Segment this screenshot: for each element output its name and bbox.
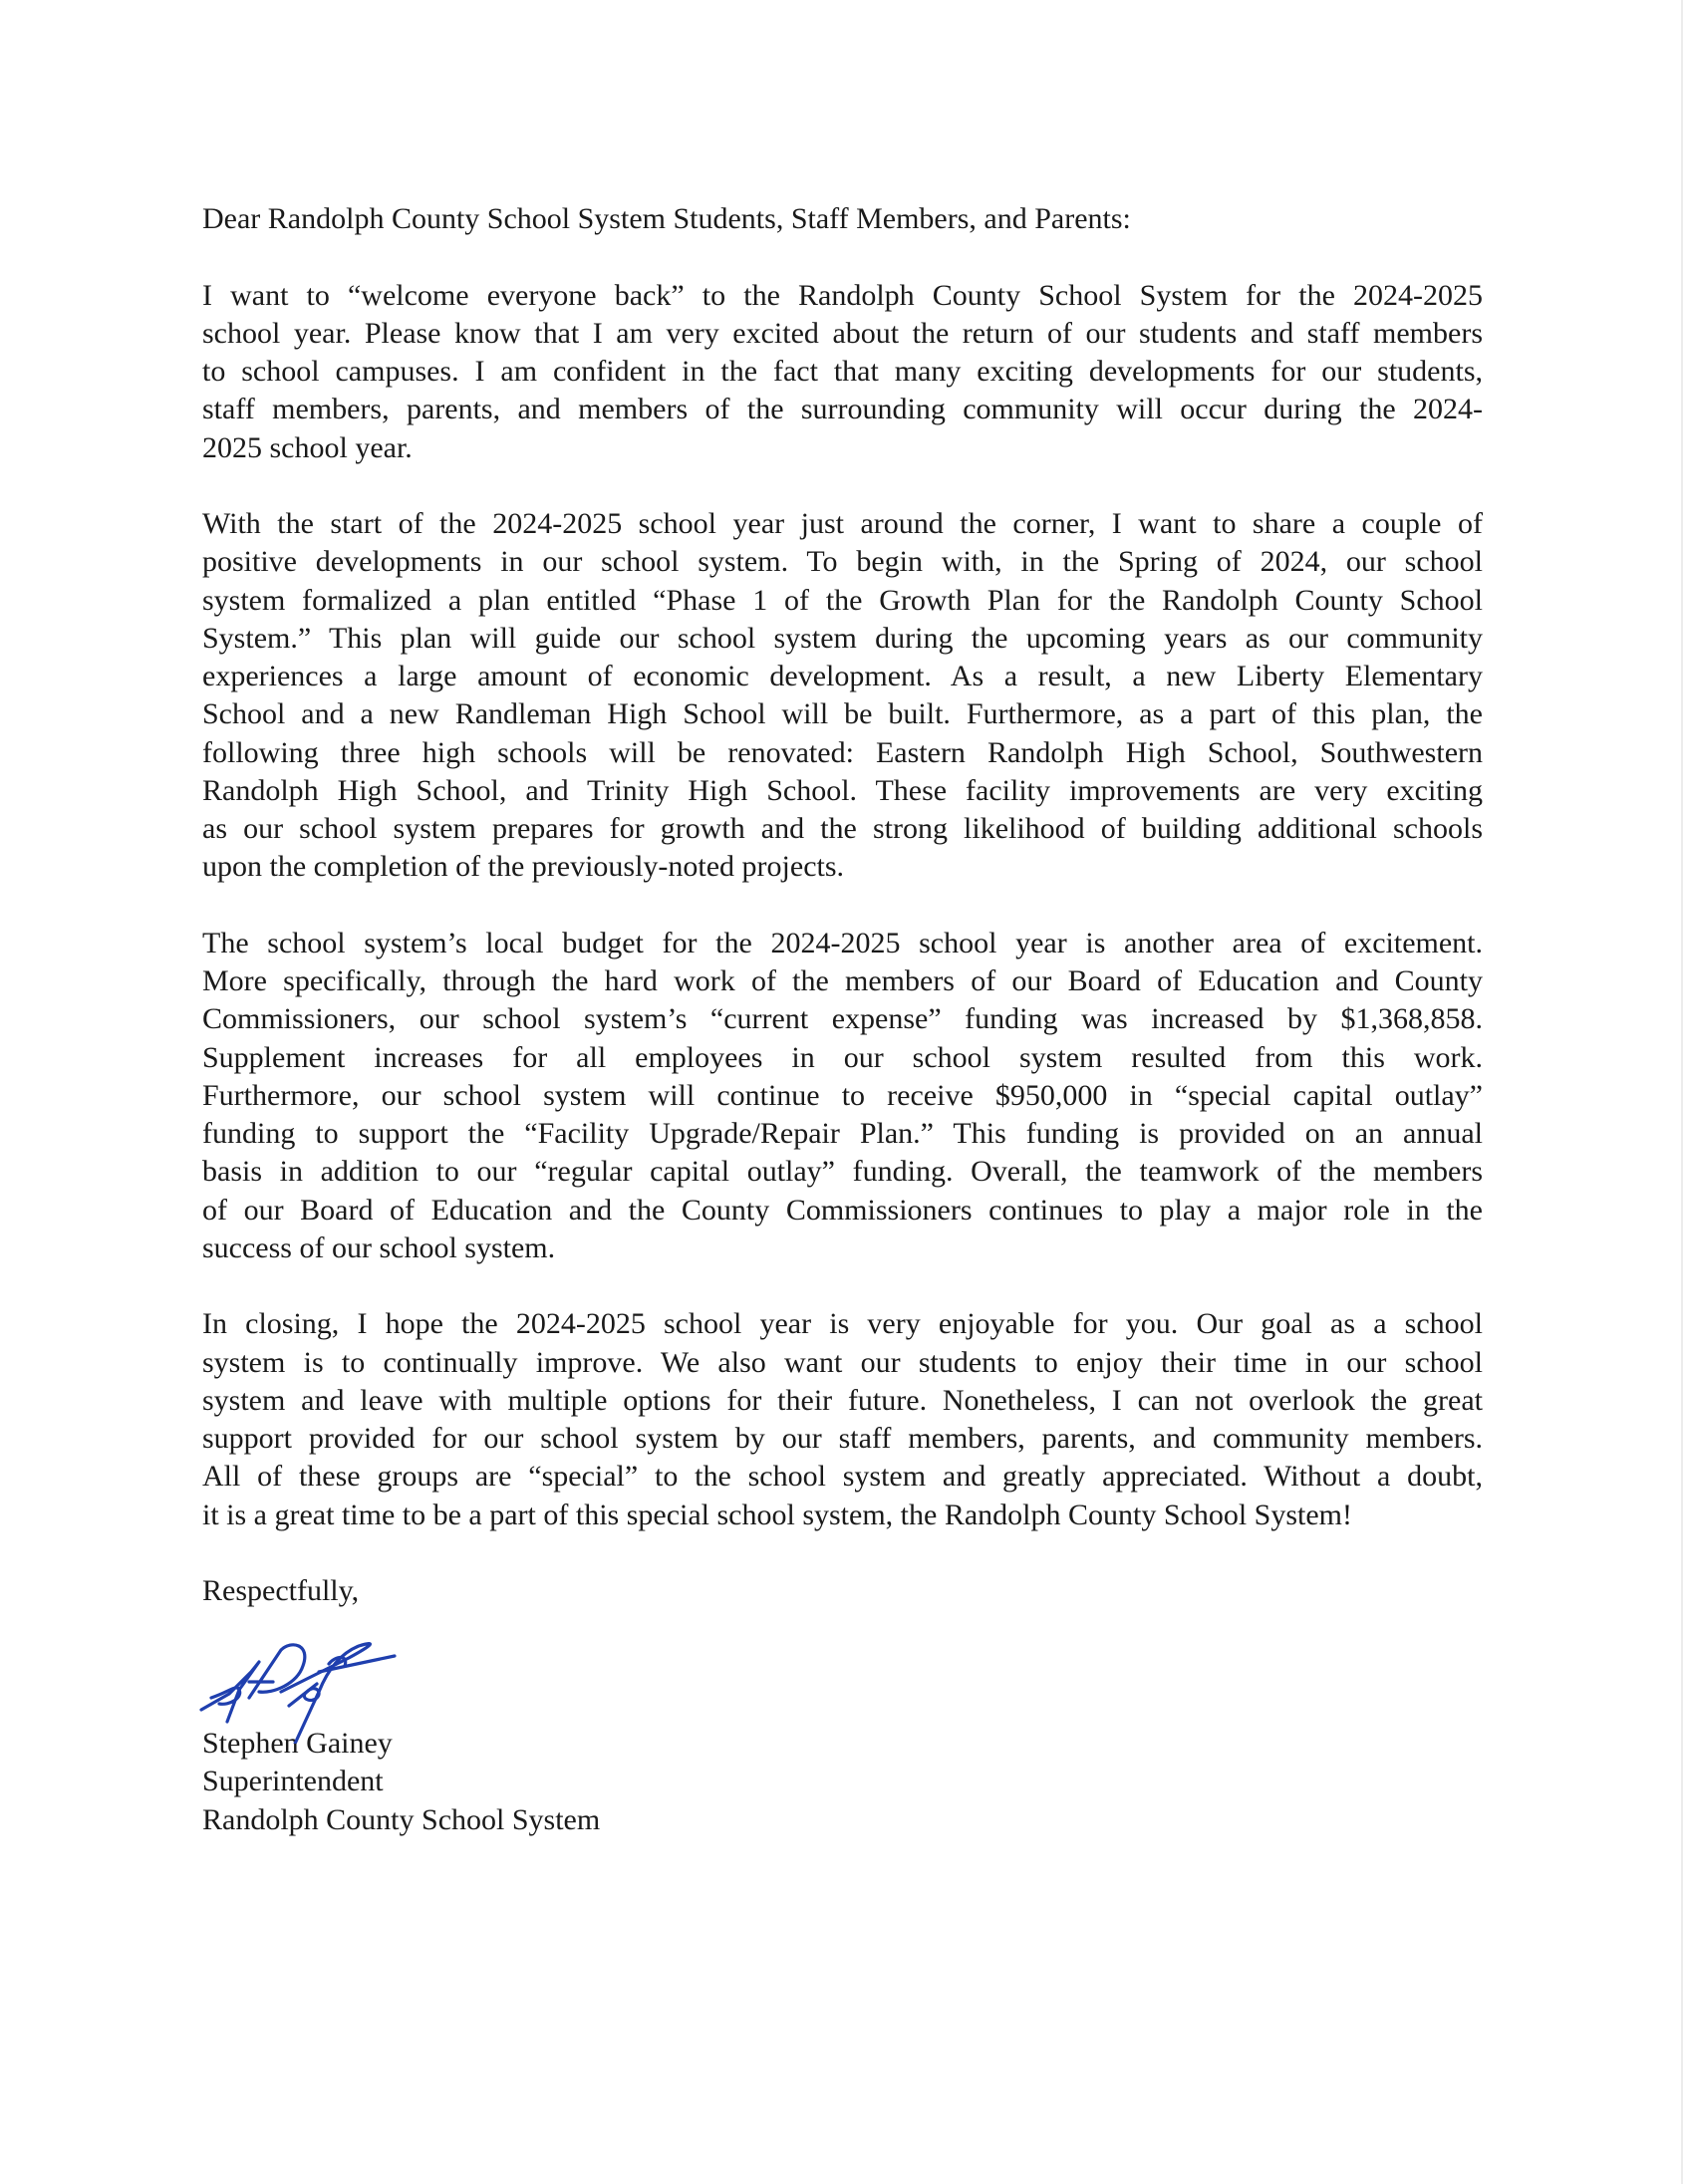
paragraph-line: positive developments in our school system. To begin with, in the Spring of 2024, our school — [202, 545, 1483, 579]
paragraph-line: support provided for our school system by our staff members, parents, and community members. — [202, 1422, 1483, 1455]
paragraph-line: it is a great time to be a part of this special school system, the Randolph County School System! — [202, 1498, 1352, 1531]
letter-body — [202, 200, 1483, 1839]
paragraph-line: I want to “welcome everyone back” to the Randolph County School System for the 2024-2025 — [202, 278, 1483, 312]
paragraph-line: upon the completion of the previously-noted projects. — [202, 850, 845, 884]
signer-name: Stephen Gainey — [202, 1727, 393, 1760]
paragraph-line: school year. Please know that I am very excited about the return of our students and staff members — [202, 316, 1483, 350]
paragraph-line: system formalized a plan entitled “Phase 1 of the Growth Plan for the Randolph County School — [202, 583, 1483, 617]
paragraph-line: system is to continually improve. We also want our students to enjoy their time in our school — [202, 1345, 1483, 1379]
paragraph-line: funding to support the “Facility Upgrade/Repair Plan.” This funding is provided on an annual — [202, 1117, 1483, 1150]
paragraph-line: More specifically, through the hard work of the members of our Board of Education and County — [202, 964, 1483, 997]
paragraph-line: School and a new Randleman High School will be built. Furthermore, as a part of this plan, the — [202, 697, 1483, 731]
paragraph-line: 2025 school year. — [202, 430, 413, 464]
paragraph-line: as our school system prepares for growth and the strong likelihood of building additional schools — [202, 812, 1483, 845]
closing: Respectfully, — [202, 1574, 360, 1607]
paragraph-line: experiences a large amount of economic development. As a result, a new Liberty Elementary — [202, 660, 1483, 692]
signer-organization: Randolph County School System — [202, 1802, 601, 1836]
paragraph — [202, 925, 1483, 1267]
paragraph-line: Furthermore, our school system will continue to receive $950,000 in “special capital outlay” — [202, 1078, 1483, 1112]
paragraph-line: Commissioners, our school system’s “current expense” funding was increased by $1,368,858. — [202, 1002, 1483, 1036]
paragraph-line: With the start of the 2024-2025 school year just around the corner, I want to share a couple of — [202, 507, 1483, 540]
paragraph-line: to school campuses. I am confident in the fact that many exciting developments for our students, — [202, 355, 1483, 388]
handwritten-signature — [199, 1632, 399, 1744]
paragraph — [202, 1305, 1483, 1534]
page-edge — [1681, 0, 1683, 2184]
paragraph-line: System.” This plan will guide our school system during the upcoming years as our community — [202, 621, 1483, 655]
paragraph-line: The school system’s local budget for the 2024-2025 school year is another area of excitement. — [202, 926, 1483, 959]
paragraph-line: Randolph High School, and Trinity High School. These facility improvements are very exciting — [202, 773, 1483, 807]
paragraph — [202, 277, 1483, 467]
paragraph — [202, 505, 1483, 887]
paragraph-line: following three high schools will be renovated: Eastern Randolph High School, Southwestern — [202, 735, 1483, 769]
paragraph-line: of our Board of Education and the County Commissioners continues to play a major role in the — [202, 1193, 1483, 1227]
paragraph-line: staff members, parents, and members of the surrounding community will occur during the 2024- — [202, 393, 1483, 426]
paragraph-line: Supplement increases for all employees in our school system resulted from this work. — [202, 1040, 1483, 1074]
paragraph-line: success of our school system. — [202, 1230, 556, 1264]
paragraph-line: All of these groups are “special” to the school system and greatly appreciated. Without a doubt, — [202, 1460, 1483, 1494]
paragraph-line: system and leave with multiple options for their future. Nonetheless, I can not overlook the great — [202, 1383, 1483, 1417]
signer-title: Superintendent — [202, 1765, 384, 1798]
paragraph-line: basis in addition to our “regular capital outlay” funding. Overall, the teamwork of the members — [202, 1155, 1483, 1189]
paragraph-line: In closing, I hope the 2024-2025 school year is very enjoyable for you. Our goal as a school — [202, 1307, 1483, 1341]
salutation: Dear Randolph County School System Students, Staff Members, and Parents: — [202, 202, 1131, 235]
